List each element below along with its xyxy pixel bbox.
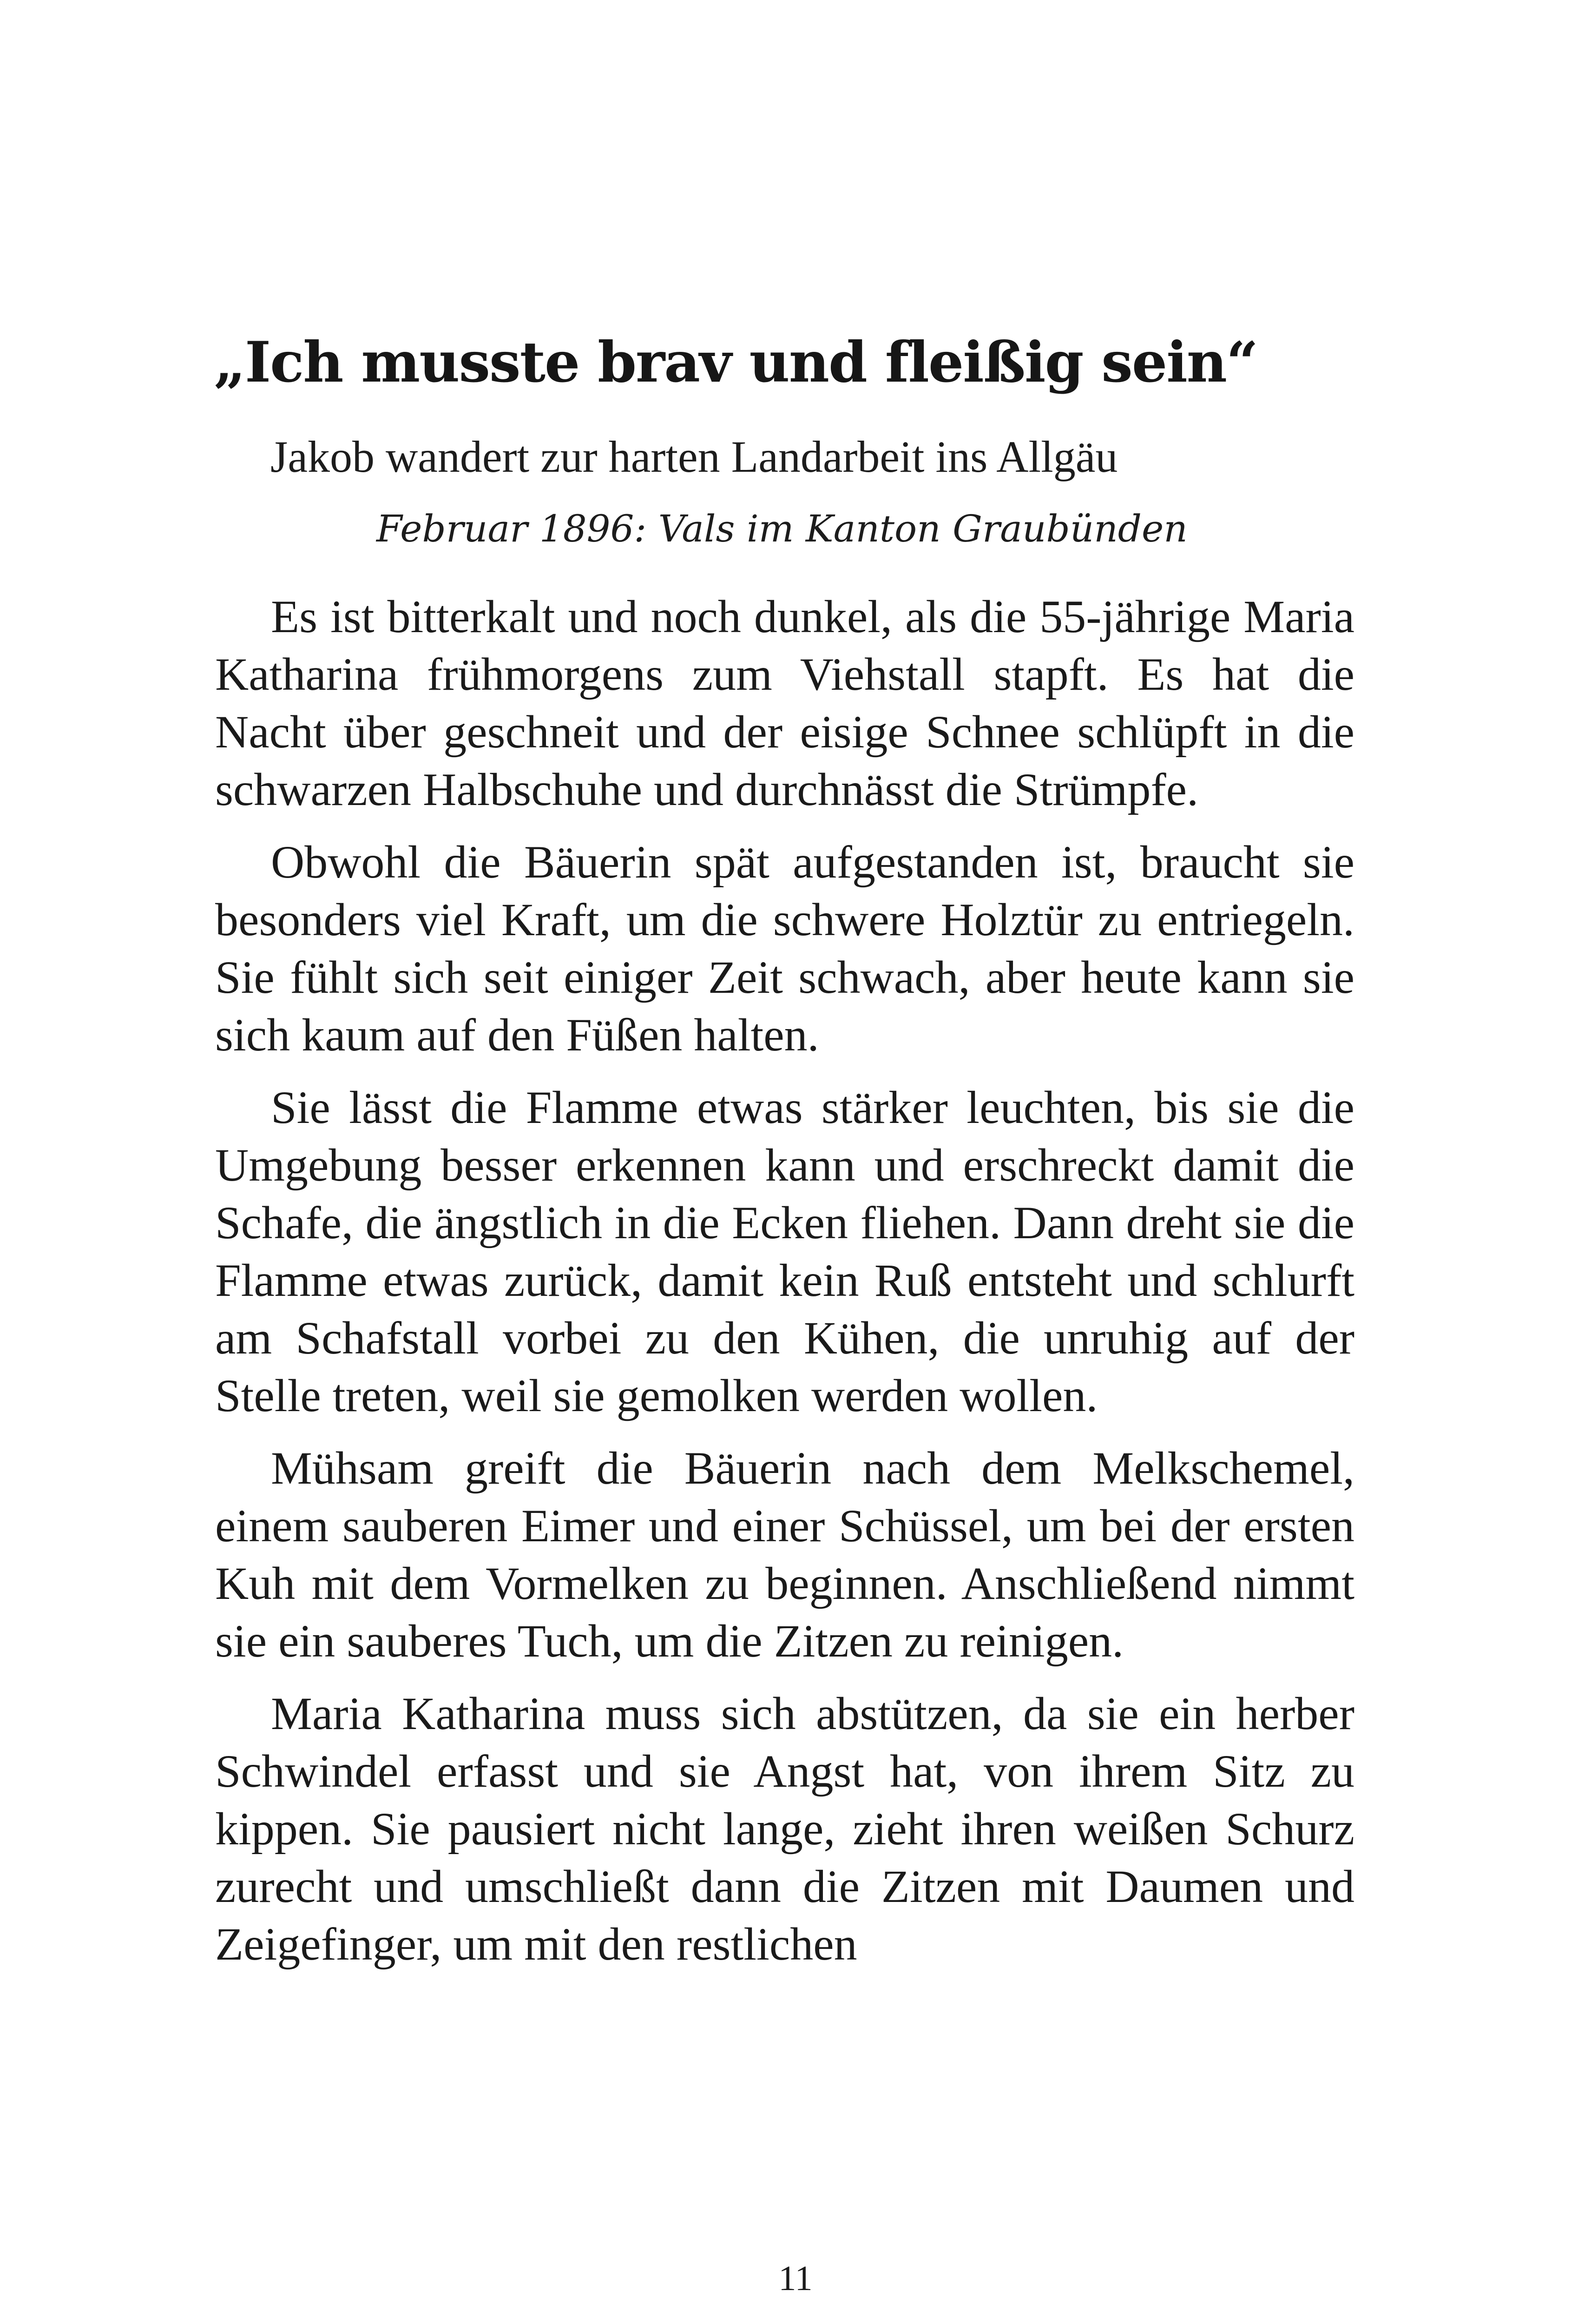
paragraph: Es ist bitterkalt und noch dunkel, als die 55-jährige Maria Katharina frühmorgens zum Viehstall stapft. Es hat die Nacht über geschneit und der eisige Schnee schlüpft in die schwarzen Halbschuhe und durchnässt die Strümpfe. [215, 591, 1354, 815]
paragraph: Mühsam greift die Bäuerin nach dem Melkschemel, einem sauberen Eimer und einer Schüssel, um bei der ersten Kuh mit dem Vormelken zu beginnen. Anschließend nimmt sie ein sauberes Tuch, um die Zitzen zu reinigen. [215, 1442, 1354, 1667]
paragraph: Obwohl die Bäuerin spät aufgestanden ist, braucht sie besonders viel Kraft, um die schwere Holztür zu entriegeln. Sie fühlt sich seit einiger Zeit schwach, aber heute kann sie sich kaum auf den Füßen halten. [215, 836, 1354, 1061]
body-text [215, 588, 1354, 1988]
paragraph: Sie lässt die Flamme etwas stärker leuchten, bis sie die Umgebung besser erkennen kann und erschreckt damit die Schafe, die ängstlich in die Ecken fliehen. Dann dreht sie die Flamme etwas zurück, damit kein Ruß entsteht und schlurft am Schafstall vorbei zu den Kühen, die unruhig auf der Stelle treten, weil sie gemolken werden wollen. [215, 1082, 1354, 1421]
page-number: 11 [778, 2259, 813, 2298]
chapter-subtitle: Jakob wandert zur harten Landarbeit ins Allgäu [270, 432, 1118, 482]
paragraph: Maria Katharina muss sich abstützen, da sie ein herber Schwindel erfasst und sie Angst hat, von ihrem Sitz zu kippen. Sie pausiert nicht lange, zieht ihren weißen Schurz zurecht und umschließt dann die Zitzen mit Daumen und Zeigefinger, um mit den restlichen [215, 1688, 1354, 1970]
chapter-dateline: Februar 1896: Vals im Kanton Graubünden [376, 507, 1188, 550]
chapter-title: „Ich musste brav und fleißig sein“ [214, 330, 1258, 395]
